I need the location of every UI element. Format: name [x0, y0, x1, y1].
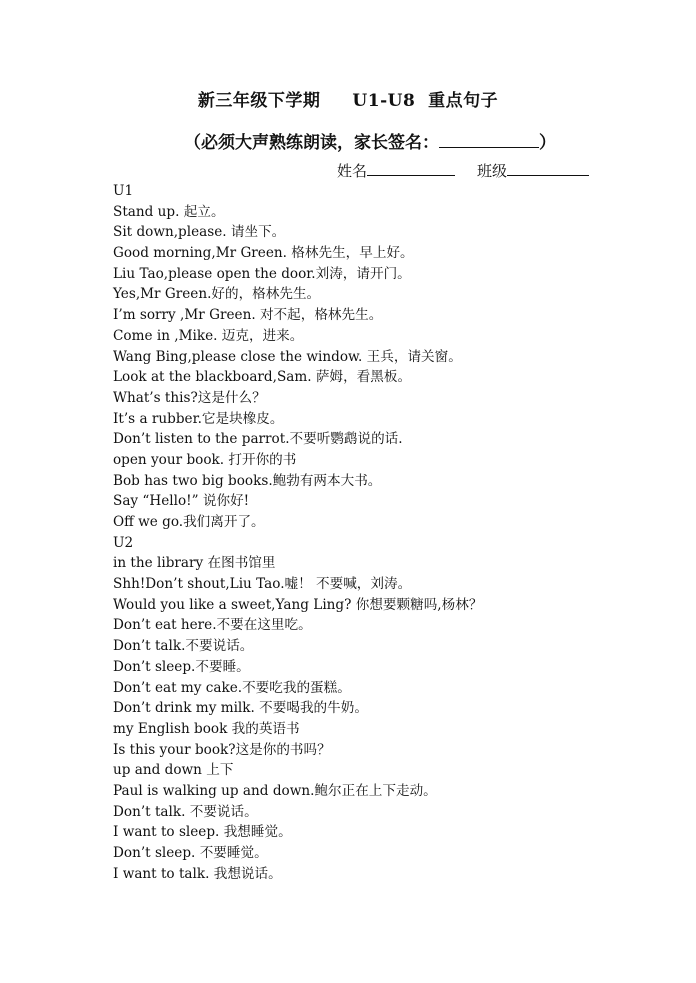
- sentence-line: Shh!Don’t shout,Liu Tao.嘘！ 不要喊，刘涛。: [113, 576, 412, 593]
- sentence-line: up and down 上下: [113, 762, 234, 779]
- sentence-line: Stand up. 起立。: [113, 203, 225, 220]
- sentence-line: Don’t eat my cake.不要吃我的蛋糕。: [113, 679, 351, 696]
- sentence-line: Don’t talk. 不要说话。: [113, 803, 258, 820]
- page-title: 新三年级下学期 U1-U8 重点句子: [197, 91, 499, 111]
- sentence-line: Wang Bing,please close the window. 王兵，请关窗。: [113, 348, 462, 365]
- sentence-line: in the library 在图书馆里: [113, 555, 276, 572]
- sentence-line: Don’t sleep. 不要睡觉。: [113, 845, 268, 861]
- sentence-line: Would you like a sweet,Yang Ling? 你想要颗糖吗,杨林？: [113, 596, 483, 613]
- sentence-line: Good morning,Mr Green. 格林先生，早上好。: [113, 245, 414, 262]
- sentence-line: U2: [113, 534, 134, 551]
- sentence-list: [113, 181, 673, 884]
- page-subtitle: [0, 128, 696, 153]
- parent-signature-blank: [439, 131, 539, 148]
- sentence-line: Don’t talk.不要说话。: [113, 638, 254, 655]
- class-label: 班级: [477, 162, 508, 180]
- sentence-line: U1: [113, 183, 134, 199]
- sentence-line: Sit down,please. 请坐下。: [113, 224, 286, 241]
- sentence-line: open your book. 打开你的书: [113, 451, 297, 468]
- sentence-line: Bob has two big books.鲍勃有两本大书。: [113, 472, 382, 489]
- sentence-line: Don’t sleep.不要睡。: [113, 658, 250, 675]
- sentence-line: my English book 我的英语书: [113, 720, 300, 737]
- sentence-line: I want to talk. 我想说话。: [113, 865, 282, 882]
- sentence-line: Come in ,Mike. 迈克，进来。: [113, 327, 304, 344]
- student-fields: [337, 160, 589, 181]
- sentence-line: Off we go.我们离开了。: [113, 514, 265, 530]
- sentence-line: Don’t drink my milk. 不要喝我的牛奶。: [113, 700, 368, 717]
- sentence-line: I want to sleep. 我想睡觉。: [113, 824, 292, 841]
- sentence-line: Don’t listen to the parrot.不要听鹦鹉说的话.: [113, 431, 403, 448]
- sentence-line: Look at the blackboard,Sam. 萨姆，看黑板。: [113, 369, 412, 386]
- sentence-line: What’s this?这是什么？: [113, 389, 266, 406]
- sentence-line: Yes,Mr Green.好的，格林先生。: [113, 286, 321, 303]
- sentence-line: Paul is walking up and down.鲍尔正在上下走动。: [113, 782, 437, 799]
- name-blank: [367, 161, 455, 176]
- sentence-line: Is this your book?这是你的书吗？: [113, 741, 331, 758]
- subtitle-close: ）: [539, 133, 556, 153]
- sentence-line: Don’t eat here.不要在这里吃。: [113, 617, 312, 634]
- sentence-line: It’s a rubber.它是块橡皮。: [113, 410, 284, 427]
- class-blank: [507, 161, 589, 176]
- subtitle-text: （必须大声熟练朗读，家长签名：: [184, 133, 439, 153]
- sentence-line: Say “Hello!” 说你好!: [113, 493, 250, 510]
- name-label: 姓名: [337, 162, 368, 180]
- sentence-line: I’m sorry ,Mr Green. 对不起，格林先生。: [113, 307, 383, 324]
- sentence-line: Liu Tao,please open the door.刘涛，请开门。: [113, 265, 411, 282]
